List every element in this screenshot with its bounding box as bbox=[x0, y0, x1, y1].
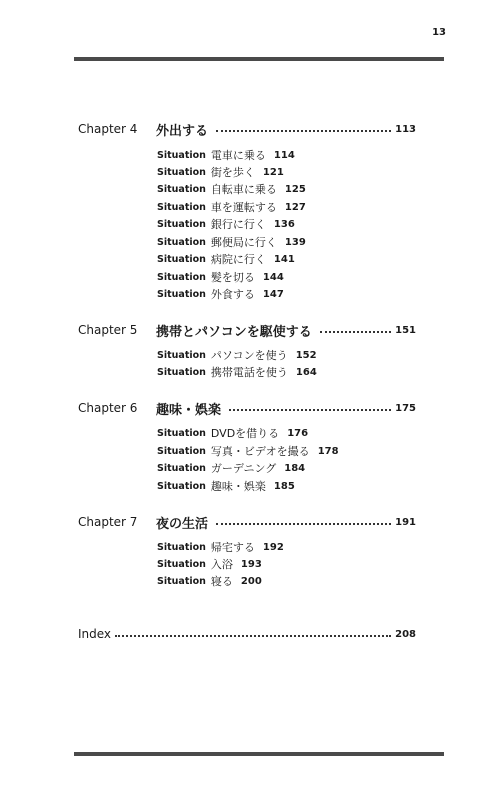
situation-label: Situation bbox=[157, 558, 206, 570]
situation-title: 趣味・娯楽 bbox=[210, 480, 266, 493]
situation-page: 136 bbox=[273, 218, 295, 230]
situation-title: ガーデニング bbox=[210, 462, 277, 475]
situation-label: Situation bbox=[157, 575, 206, 587]
chapter-title: 趣味・娯楽 bbox=[156, 402, 222, 418]
situation-page: 178 bbox=[317, 445, 339, 457]
situation-title: DVDを借りる bbox=[210, 427, 280, 440]
chapter-page: 151 bbox=[395, 324, 416, 336]
situation-title: 街を歩く bbox=[210, 166, 255, 179]
situation-entry bbox=[157, 556, 262, 572]
index-entry bbox=[78, 624, 416, 644]
leader-dots bbox=[216, 523, 391, 525]
leader-dots bbox=[320, 331, 391, 333]
situation-entry bbox=[157, 443, 339, 459]
page-number: 13 bbox=[432, 27, 446, 38]
situation-title: 銀行に行く bbox=[210, 218, 266, 231]
situation-page: 125 bbox=[284, 183, 306, 195]
situation-label: Situation bbox=[157, 253, 206, 265]
situation-title: 病院に行く bbox=[210, 253, 266, 266]
situation-label: Situation bbox=[157, 366, 206, 378]
chapter-label: Chapter 5 bbox=[78, 323, 138, 337]
situation-page: 141 bbox=[273, 253, 295, 265]
situation-page: 144 bbox=[262, 271, 284, 283]
chapter-label: Chapter 7 bbox=[78, 515, 138, 529]
situation-page: 164 bbox=[295, 366, 317, 378]
situation-label: Situation bbox=[157, 201, 206, 213]
situation-entry bbox=[157, 425, 308, 441]
situation-entry bbox=[157, 251, 295, 267]
situation-title: 髪を切る bbox=[210, 271, 255, 284]
situation-entry bbox=[157, 216, 295, 232]
chapter-label: Chapter 4 bbox=[78, 122, 138, 136]
situation-entry bbox=[157, 347, 317, 363]
situation-label: Situation bbox=[157, 427, 206, 439]
situation-title: 携帯電話を使う bbox=[210, 366, 288, 379]
situation-entry bbox=[157, 460, 305, 476]
situation-label: Situation bbox=[157, 149, 206, 161]
situation-label: Situation bbox=[157, 445, 206, 457]
situation-title: 車を運転する bbox=[210, 201, 277, 214]
chapter-page: 113 bbox=[395, 123, 416, 135]
situation-entry bbox=[157, 573, 262, 589]
situation-title: 写真・ビデオを撮る bbox=[210, 445, 310, 458]
situation-page: 114 bbox=[273, 149, 295, 161]
situation-page: 193 bbox=[240, 558, 262, 570]
chapter-title: 携帯とパソコンを駆使する bbox=[156, 324, 312, 340]
leader-dots bbox=[216, 130, 391, 132]
leader-dots bbox=[115, 635, 391, 637]
chapter-title: 夜の生活 bbox=[156, 516, 209, 532]
situation-title: パソコンを使う bbox=[210, 349, 288, 362]
situation-label: Situation bbox=[157, 271, 206, 283]
leader-dots bbox=[229, 409, 391, 411]
chapter-page: 175 bbox=[395, 402, 416, 414]
situation-page: 200 bbox=[240, 575, 262, 587]
situation-label: Situation bbox=[157, 166, 206, 178]
situation-title: 外食する bbox=[210, 288, 255, 301]
situation-entry bbox=[157, 269, 284, 285]
chapter-entry bbox=[78, 320, 416, 340]
situation-page: 127 bbox=[284, 201, 306, 213]
situation-title: 帰宅する bbox=[210, 541, 255, 554]
chapter-entry bbox=[78, 119, 416, 139]
top-rule bbox=[74, 57, 444, 61]
chapter-title: 外出する bbox=[156, 123, 209, 139]
bottom-rule bbox=[74, 752, 444, 756]
situation-label: Situation bbox=[157, 462, 206, 474]
situation-label: Situation bbox=[157, 480, 206, 492]
situation-title: 電車に乗る bbox=[210, 149, 266, 162]
situation-page: 121 bbox=[262, 166, 284, 178]
situation-title: 入浴 bbox=[210, 558, 233, 571]
situation-entry bbox=[157, 147, 295, 163]
chapter-label: Chapter 6 bbox=[78, 401, 138, 415]
situation-entry bbox=[157, 199, 306, 215]
situation-entry bbox=[157, 234, 306, 250]
situation-entry bbox=[157, 164, 284, 180]
situation-entry bbox=[157, 286, 284, 302]
chapter-page: 191 bbox=[395, 516, 416, 528]
chapter-entry bbox=[78, 398, 416, 418]
situation-entry bbox=[157, 478, 295, 494]
situation-page: 147 bbox=[262, 288, 284, 300]
situation-page: 192 bbox=[262, 541, 284, 553]
situation-label: Situation bbox=[157, 349, 206, 361]
situation-entry bbox=[157, 181, 306, 197]
situation-label: Situation bbox=[157, 218, 206, 230]
situation-page: 184 bbox=[284, 462, 306, 474]
index-label: Index bbox=[78, 627, 112, 641]
situation-title: 自転車に乗る bbox=[210, 183, 277, 196]
situation-page: 139 bbox=[284, 236, 306, 248]
index-page: 208 bbox=[395, 628, 416, 640]
chapter-entry bbox=[78, 512, 416, 532]
situation-label: Situation bbox=[157, 183, 206, 195]
situation-title: 郵便局に行く bbox=[210, 236, 277, 249]
situation-page: 152 bbox=[295, 349, 317, 361]
situation-label: Situation bbox=[157, 541, 206, 553]
situation-page: 176 bbox=[287, 427, 309, 439]
situation-entry bbox=[157, 539, 284, 555]
situation-page: 185 bbox=[273, 480, 295, 492]
situation-title: 寝る bbox=[210, 575, 233, 588]
situation-label: Situation bbox=[157, 236, 206, 248]
situation-entry bbox=[157, 364, 317, 380]
situation-label: Situation bbox=[157, 288, 206, 300]
